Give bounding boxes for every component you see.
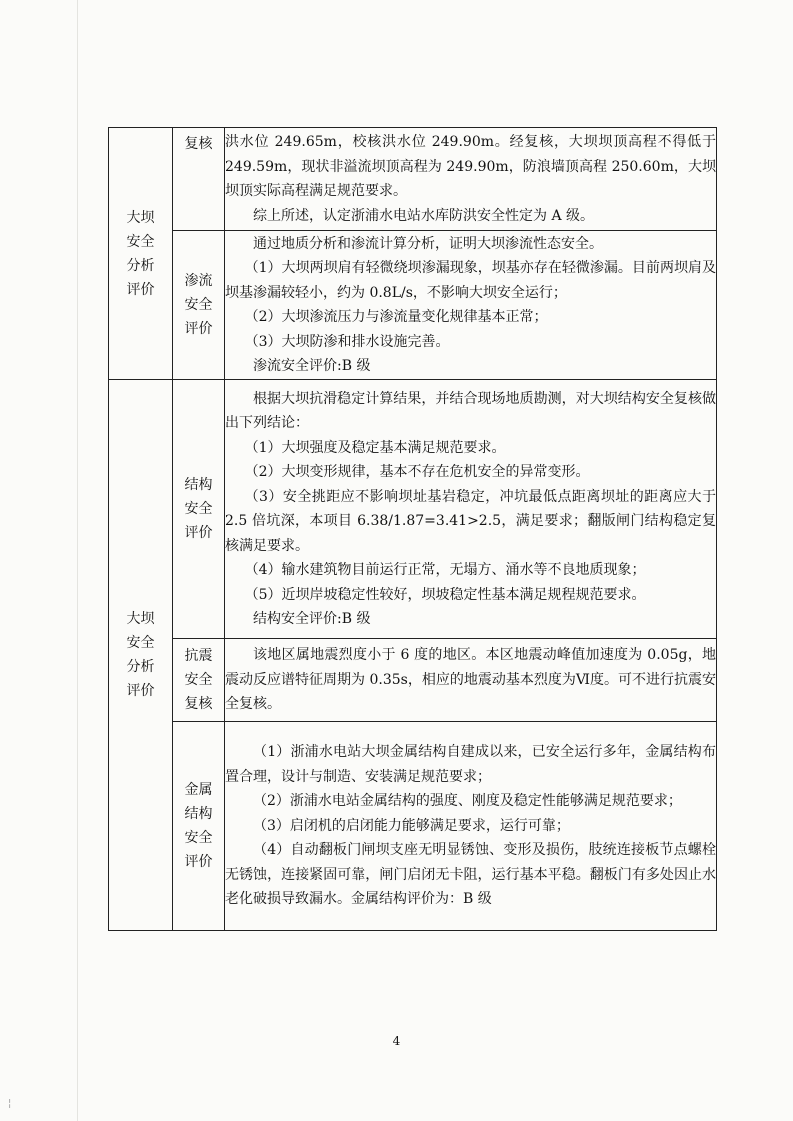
paragraph: （4）自动翻板门闸坝支座无明显锈蚀、变形及损伤，肢统连接板节点螺栓无锈蚀，连接紧固可靠，闸门启闭无卡阻，运行基本平稳。翻板门有多处因止水老化破损导致漏水。金属结构评价为：B 级 <box>225 842 716 908</box>
paragraph: （1）大坝两坝肩有轻微绕坝渗漏现象，坝基亦存在轻微渗漏。目前两坝肩及坝基渗漏较轻小，约为 0.8L/s，不影响大坝安全运行； <box>225 260 716 301</box>
content-cell <box>225 722 717 931</box>
paragraph: （3）启闭机的启闭能力能够满足要求，运行可靠； <box>253 817 570 834</box>
subcategory-cell: 复核 <box>173 128 225 231</box>
subcategory-cell: 渗流 安全 评价 <box>173 231 225 380</box>
subcategory-cell: 抗震 安全 复核 <box>173 639 225 722</box>
paragraph: 根据大坝抗滑稳定计算结果，并结合现场地质勘测，对大坝结构安全复核做出下列结论： <box>225 390 716 431</box>
paragraph: 综上所述，认定浙浦水电站水库防洪安全性定为 A 级。 <box>253 207 595 224</box>
evaluation-table <box>108 127 717 931</box>
paragraph: （2）浙浦水电站金属结构的强度、刚度及稳定性能够满足规范要求； <box>253 793 682 810</box>
category-cell: 大坝 安全 分析 评价 <box>109 380 173 931</box>
table-row <box>109 380 717 639</box>
paragraph: （3）安全挑距应不影响坝址基岩稳定，冲坑最低点距离坝址的距离应大于 2.5 倍坑深，本项目 6.38/1.87=3.41>2.5，满足要求；翻版闸门结构稳定复核满足要求。 <box>225 488 716 554</box>
paragraph: （3）大坝防渗和排水设施完善。 <box>244 333 450 350</box>
page-number: 4 <box>392 1034 401 1048</box>
scan-edge-line <box>77 0 78 1121</box>
content-cell <box>225 639 717 722</box>
paragraph: 通过地质分析和渗流计算分析，证明大坝渗流性态安全。 <box>253 235 603 252</box>
paragraph: 洪水位 249.65m，校核洪水位 249.90m。经复核，大坝坝顶高程不得低于 249.59m，现状非溢流坝顶高程为 249.90m，防浪墙顶高程 250.60m，大坝坝顶实际高程满足规范要求。 <box>225 134 716 199</box>
paragraph: 渗流安全评价:B 级 <box>253 358 371 374</box>
paragraph: （5）近坝岸坡稳定性较好，坝坡稳定性基本满足规程规范要求。 <box>244 586 646 603</box>
subcategory-cell: 金属 结构 安全 评价 <box>173 722 225 931</box>
paragraph: （2）大坝变形规律，基本不存在危机安全的异常变形。 <box>244 464 590 480</box>
paragraph: （2）大坝渗流压力与渗流量变化规律基本正常； <box>244 309 548 325</box>
content-cell <box>225 128 717 231</box>
paragraph: 该地区属地震烈度小于 6 度的地区。本区地震动峰值加速度为 0.05g，地震动反应谱特征周期为 0.35s，相应的地震动基本烈度为Ⅵ度。可不进行抗震安全复核。 <box>225 647 716 713</box>
category-cell: 大坝 安全 分析 评价 <box>109 128 173 380</box>
content-cell <box>225 380 717 639</box>
content-cell <box>225 231 717 380</box>
table-row <box>109 639 717 722</box>
scan-mark: ¦ <box>8 1098 12 1109</box>
paragraph: （1）浙浦水电站大坝金属结构自建成以来，已安全运行多年，金属结构布置合理，设计与制造、安装满足规范要求； <box>225 744 716 785</box>
table-row <box>109 128 717 231</box>
table-row <box>109 231 717 380</box>
table-row <box>109 722 717 931</box>
paragraph: （4）输水建筑物目前运行正常，无塌方、涌水等不良地质现象； <box>244 562 646 578</box>
paragraph: 结构安全评价:B 级 <box>253 611 371 627</box>
paragraph: （1）大坝强度及稳定基本满足规范要求。 <box>244 439 506 456</box>
subcategory-cell: 结构 安全 评价 <box>173 380 225 639</box>
